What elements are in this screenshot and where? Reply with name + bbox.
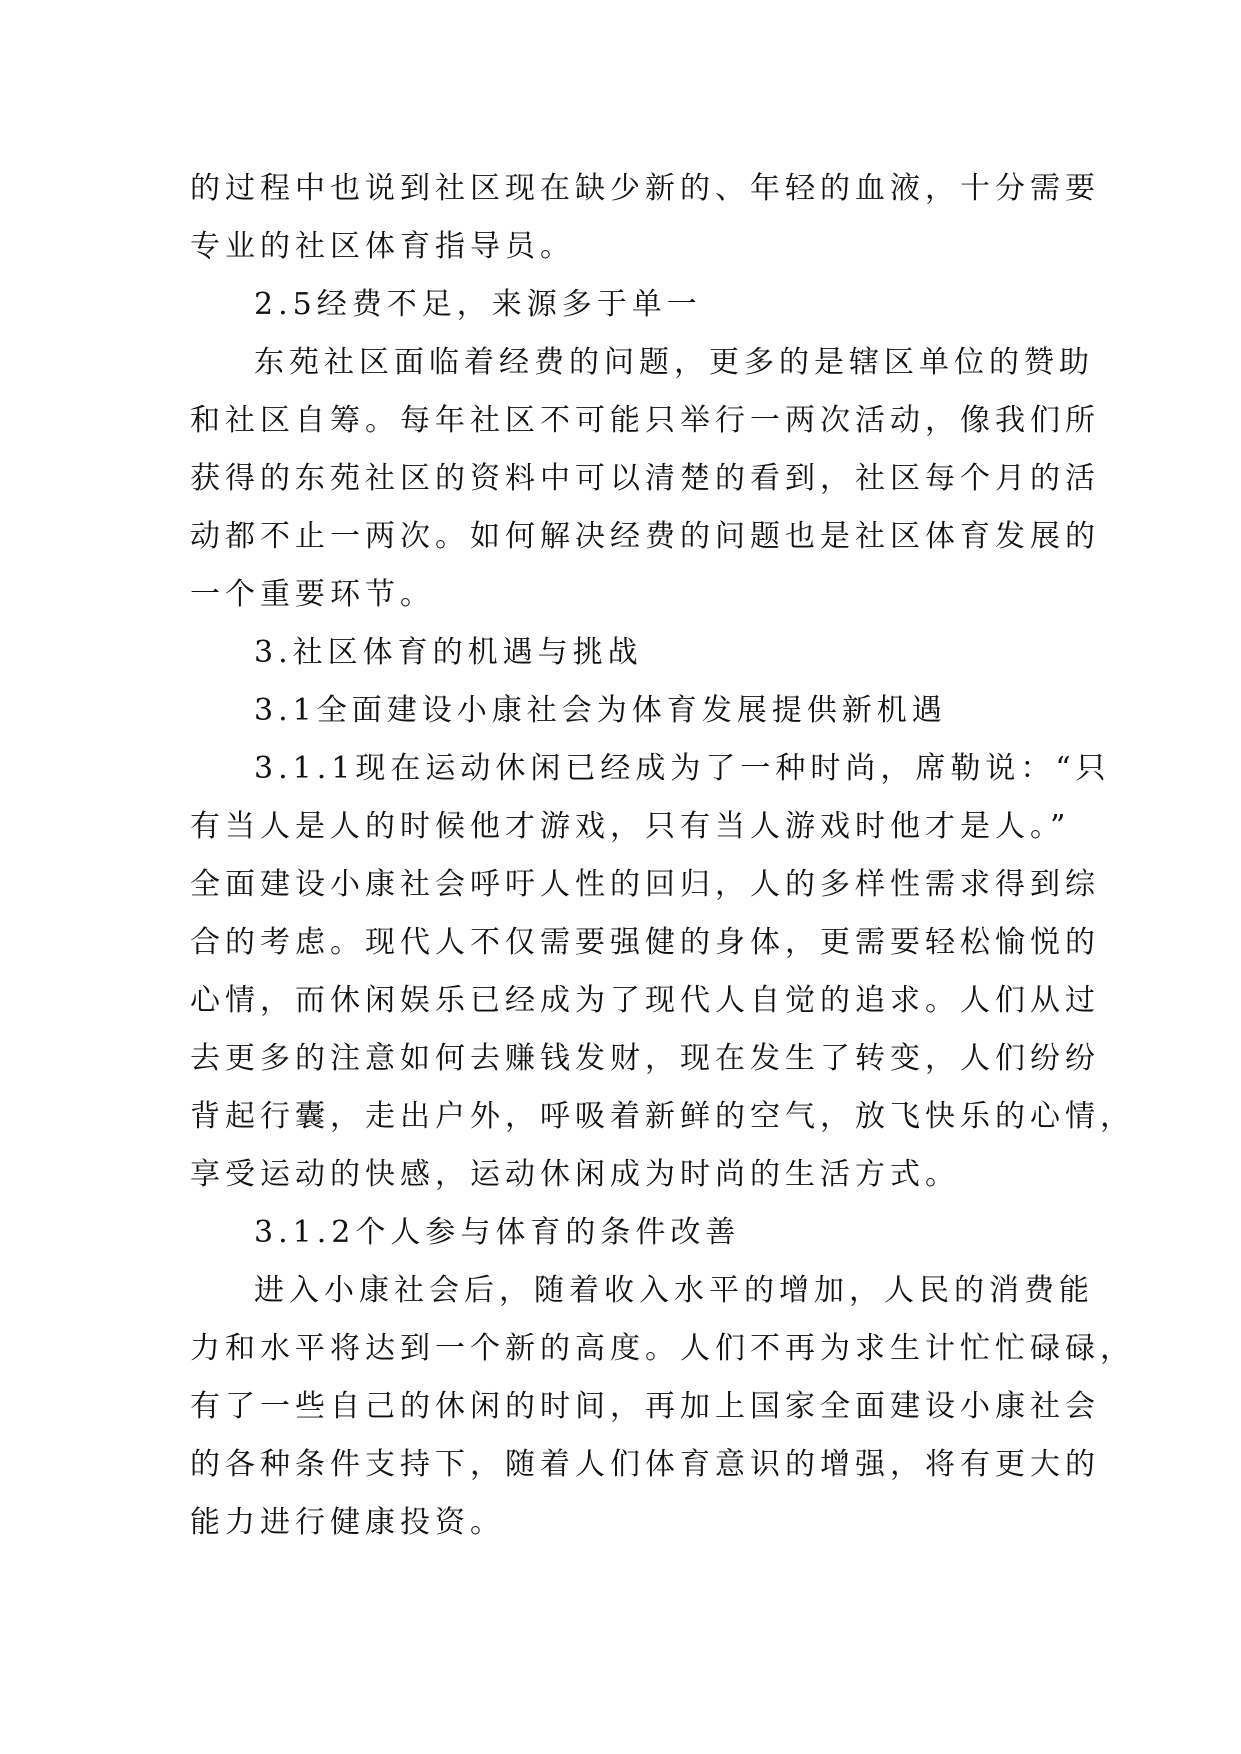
section-heading: 3.1全面建设小康社会为体育发展提供新机遇: [254, 693, 947, 728]
body-text: [190, 160, 1135, 1552]
section-heading: 3.社区体育的机遇与挑战: [254, 635, 643, 670]
text-line: 专业的社区体育指导员。: [190, 229, 575, 264]
text-line: 合的考虑。现代人不仅需要强健的身体，更需要轻松愉悦的: [190, 925, 1100, 960]
text-line: 进入小康社会后，随着收入水平的增加，人民的消费能: [254, 1273, 1094, 1308]
text-line: 全面建设小康社会呼吁人性的回归，人的多样性需求得到综: [190, 867, 1100, 902]
text-line: 的过程中也说到社区现在缺少新的、年轻的血液，十分需要: [190, 171, 1100, 206]
text-line: 心情，而休闲娱乐已经成为了现代人自觉的追求。人们从过: [190, 983, 1100, 1018]
text-line: 去更多的注意如何去赚钱发财，现在发生了转变，人们纷纷: [190, 1041, 1100, 1076]
text-line: 能力进行健康投资。: [190, 1505, 505, 1540]
text-line: 东苑社区面临着经费的问题，更多的是辖区单位的赞助: [254, 345, 1094, 380]
text-line: 的各种条件支持下，随着人们体育意识的增强，将有更大的: [190, 1447, 1100, 1482]
text-line: 一个重要环节。: [190, 577, 435, 612]
text-line: 有当人是人的时候他才游戏，只有当人游戏时他才是人。”: [190, 809, 1071, 844]
text-line: 背起行囊，走出户外，呼吸着新鲜的空气，放飞快乐的心情，: [190, 1099, 1135, 1134]
section-heading: 2.5经费不足，来源多于单一: [254, 287, 702, 322]
text-line: 享受运动的快感，运动休闲成为时尚的生活方式。: [190, 1157, 960, 1192]
text-line: 力和水平将达到一个新的高度。人们不再为求生计忙忙碌碌，: [190, 1331, 1135, 1366]
section-heading: 3.1.2个人参与体育的条件改善: [254, 1215, 741, 1250]
text-line: 获得的东苑社区的资料中可以清楚的看到，社区每个月的活: [190, 461, 1100, 496]
text-line: 3.1.1现在运动休闲已经成为了一种时尚，席勒说：“只: [254, 751, 1111, 786]
text-line: 动都不止一两次。如何解决经费的问题也是社区体育发展的: [190, 519, 1100, 554]
text-line: 和社区自筹。每年社区不可能只举行一两次活动，像我们所: [190, 403, 1100, 438]
text-line: 有了一些自己的休闲的时间，再加上国家全面建设小康社会: [190, 1389, 1100, 1424]
